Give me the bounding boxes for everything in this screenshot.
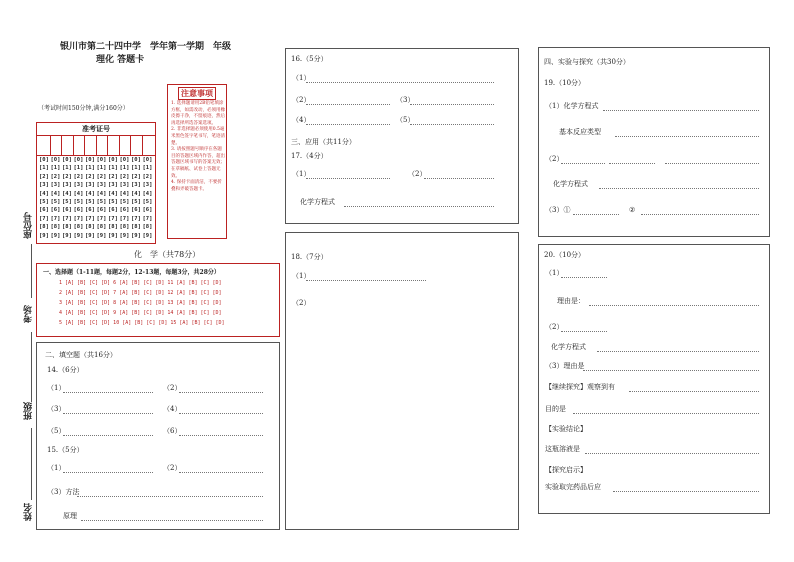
answer-line[interactable] — [424, 178, 494, 179]
q18-item-label: （1） — [292, 272, 311, 280]
admission-digit-bubble[interactable]: [6] — [131, 207, 141, 214]
admission-digit-bubble[interactable]: [5] — [50, 199, 61, 205]
name-label: 姓名 — [24, 503, 34, 521]
admission-digit-bubble[interactable]: [2] — [39, 173, 49, 180]
admission-digit-bubble[interactable]: [2] — [62, 173, 72, 180]
admission-digit-bubble[interactable]: [6] — [119, 207, 130, 214]
admission-digit-bubble[interactable]: [9] — [96, 232, 107, 239]
answer-line[interactable] — [589, 305, 759, 306]
notice-item: 3. 请按照题号顺序在各题目的答题区域内作答，超出答题区域书写的答案无效；在草稿纸、试卷上答题无效。 — [171, 147, 225, 179]
admission-digit-bubble[interactable]: [4] — [142, 190, 153, 197]
answer-line[interactable] — [597, 351, 759, 352]
answer-line[interactable] — [306, 104, 390, 105]
admission-column-divider — [73, 135, 74, 155]
admission-digit-bubble[interactable]: [8] — [131, 224, 141, 231]
q16-item-label: （5） — [396, 116, 415, 124]
admission-digit-bubble[interactable]: [2] — [50, 173, 61, 180]
admission-digit-bubble[interactable]: [0] — [39, 157, 49, 163]
admission-digit-bubble[interactable]: [7] — [50, 215, 61, 222]
admission-digit-bubble[interactable]: [9] — [39, 232, 49, 239]
answer-line[interactable] — [306, 280, 426, 281]
q15-title: 15.（5分） — [47, 446, 84, 454]
answer-line[interactable] — [77, 496, 263, 497]
mc-row[interactable]: 1 [A] [B] [C] [D] 6 [A] [B] [C] [D] 11 [A] [B] [C] [D] — [59, 280, 222, 286]
admission-digit-bubble[interactable]: [8] — [108, 224, 118, 231]
q16-item-label: （1） — [292, 74, 311, 82]
answer-line[interactable] — [306, 82, 494, 83]
mc-row[interactable]: 3 [A] [B] [C] [D] 8 [A] [B] [C] [D] 13 [A] [B] [C] [D] — [59, 300, 222, 306]
admission-digit-bubble[interactable]: [7] — [142, 215, 153, 222]
admission-digit-bubble[interactable]: [7] — [73, 215, 84, 222]
answer-line[interactable] — [583, 370, 759, 371]
q14-item-label: （2） — [163, 384, 182, 392]
admission-digit-bubble[interactable]: [1] — [142, 165, 153, 172]
admission-digit-bubble[interactable]: [1] — [108, 165, 118, 172]
admission-digit-bubble[interactable]: [3] — [131, 182, 141, 189]
admission-digit-bubble[interactable]: [6] — [142, 207, 153, 214]
q20-title: 20.（10分） — [544, 251, 586, 259]
answer-line[interactable] — [410, 104, 494, 105]
mc-row[interactable]: 5 [A] [B] [C] [D] 10 [A] [B] [C] [D] 15 [A] [B] [C] [D] — [59, 320, 225, 326]
q19-item-label: （2） — [545, 155, 564, 163]
admission-digit-bubble[interactable]: [6] — [39, 207, 49, 214]
admission-digit-bubble[interactable]: [0] — [85, 157, 95, 163]
admission-digit-bubble[interactable]: [5] — [142, 199, 153, 205]
answer-line[interactable] — [179, 392, 263, 393]
q20-item-label: 化学方程式 — [551, 343, 586, 351]
admission-digit-bubble[interactable]: [1] — [96, 165, 107, 172]
answer-line[interactable] — [641, 214, 759, 215]
admission-digit-bubble[interactable]: [3] — [96, 182, 107, 189]
class-label: 班级 — [24, 402, 34, 420]
admission-column-divider — [50, 135, 51, 155]
admission-label: 准考证号 — [37, 123, 155, 136]
admission-number-box — [36, 122, 156, 244]
answer-line[interactable] — [599, 188, 759, 189]
admission-digit-bubble[interactable]: [9] — [108, 232, 118, 239]
admission-digit-bubble[interactable]: [9] — [85, 232, 95, 239]
admission-digit-bubble[interactable]: [7] — [119, 215, 130, 222]
class-line — [31, 428, 32, 500]
admission-digit-bubble[interactable]: [5] — [131, 199, 141, 205]
admission-digit-bubble[interactable]: [9] — [62, 232, 72, 239]
mc-rows — [59, 280, 225, 326]
admission-digit-bubble[interactable]: [5] — [85, 199, 95, 205]
q15-item-label: （1） — [47, 464, 66, 472]
mc-row[interactable]: 4 [A] [B] [C] [D] 9 [A] [B] [C] [D] 14 [A] [B] [C] [D] — [59, 310, 222, 316]
answer-line[interactable] — [63, 413, 153, 414]
q17-title: 17.（4分） — [291, 152, 328, 160]
seat-line — [31, 244, 32, 298]
q20-item-label: 这瓶溶液是 — [545, 445, 580, 453]
answer-line[interactable] — [561, 331, 607, 332]
admission-column-divider — [119, 135, 120, 155]
admission-digit-bubble[interactable]: [3] — [50, 182, 61, 189]
admission-digit-bubble[interactable]: [3] — [73, 182, 84, 189]
admission-digit-bubble[interactable]: [2] — [108, 173, 118, 180]
admission-digit-bubble[interactable]: [3] — [108, 182, 118, 189]
notice-item: 1. 选择题请用2B铅笔填涂方框，如需改动，必须用橡皮擦干净，不留痕迹，然后再选择所选答案选项。 — [171, 101, 225, 126]
admission-digit-bubble[interactable]: [1] — [62, 165, 72, 172]
admission-digit-bubble[interactable]: [9] — [73, 232, 84, 239]
admission-digit-bubble[interactable]: [6] — [50, 207, 61, 214]
q14-item-label: （6） — [163, 427, 182, 435]
admission-digit-bubble[interactable]: [3] — [39, 182, 49, 189]
admission-digit-bubble[interactable]: [0] — [73, 157, 84, 163]
q16-title: 16.（5分） — [291, 55, 328, 63]
admission-digit-bubble[interactable]: [9] — [50, 232, 61, 239]
answer-line[interactable] — [665, 163, 759, 164]
q16-item-label: （4） — [292, 116, 311, 124]
admission-digit-bubble[interactable]: [6] — [85, 207, 95, 214]
mc-row[interactable]: 2 [A] [B] [C] [D] 7 [A] [B] [C] [D] 12 [A] [B] [C] [D] — [59, 290, 222, 296]
admission-digit-bubble[interactable]: [5] — [62, 199, 72, 205]
q18-box — [285, 232, 519, 530]
admission-digit-bubble[interactable]: [0] — [62, 157, 72, 163]
admission-digit-bubble[interactable]: [7] — [62, 215, 72, 222]
answer-line[interactable] — [609, 163, 655, 164]
answer-line[interactable] — [306, 124, 390, 125]
admission-digit-bubble[interactable]: [2] — [85, 173, 95, 180]
q19-item-label: 化学方程式 — [553, 180, 588, 188]
answer-line[interactable] — [573, 214, 619, 215]
mc-title: 一、选择题（1-11题，每题2分，12-13题，每题3分，共28分） — [43, 269, 220, 276]
q15-item-label: （2） — [163, 464, 182, 472]
q15-item-label: （3）方法 — [47, 488, 80, 496]
admission-column-divider — [107, 135, 108, 155]
multiple-choice-box — [36, 263, 280, 337]
admission-digit-bubble[interactable]: [2] — [73, 173, 84, 180]
admission-digit-bubble[interactable]: [3] — [119, 182, 130, 189]
admission-digit-bubble[interactable]: [8] — [62, 224, 72, 231]
q14-item-label: （5） — [47, 427, 66, 435]
admission-digit-bubble[interactable]: [4] — [119, 190, 130, 197]
page-title: 银川市第二十四中学 学年第一学期 年级 — [60, 42, 232, 52]
admission-digit-bubble[interactable]: [5] — [108, 199, 118, 205]
answer-line[interactable] — [63, 435, 153, 436]
admission-digit-bubble[interactable]: [8] — [73, 224, 84, 231]
answer-line[interactable] — [63, 472, 153, 473]
admission-digit-bubble[interactable]: [8] — [142, 224, 153, 231]
q17-item-label: （1） — [292, 170, 311, 178]
admission-digit-bubble[interactable]: [3] — [85, 182, 95, 189]
q19-item-label: （1）化学方程式 — [545, 102, 599, 110]
admission-digit-bubble[interactable]: [6] — [73, 207, 84, 214]
q20-item-label: 【探究启示】 — [545, 466, 587, 474]
admission-digit-bubble[interactable]: [0] — [119, 157, 130, 163]
q17-item-label: 化学方程式 — [300, 198, 335, 206]
notice-box — [167, 84, 227, 239]
admission-digit-bubble[interactable]: [5] — [119, 199, 130, 205]
answer-line[interactable] — [63, 392, 153, 393]
admission-digit-bubble[interactable]: [7] — [85, 215, 95, 222]
admission-digit-bubble[interactable]: [0] — [96, 157, 107, 163]
exam-info: （考试时间150分钟,满分160分） — [38, 105, 129, 112]
admission-digit-bubble[interactable]: [3] — [62, 182, 72, 189]
admission-digit-grid — [39, 157, 155, 243]
q20-item-label: （1） — [545, 269, 564, 277]
q19-title: 19.（10分） — [544, 79, 586, 87]
admission-digit-bubble[interactable]: [4] — [62, 190, 72, 197]
answer-line[interactable] — [613, 491, 759, 492]
answer-line[interactable] — [306, 178, 390, 179]
admission-digit-bubble[interactable]: [7] — [131, 215, 141, 222]
admission-digit-bubble[interactable]: [7] — [96, 215, 107, 222]
admission-digit-bubble[interactable]: [4] — [96, 190, 107, 197]
notice-title: 注意事项 — [178, 87, 216, 100]
admission-digit-bubble[interactable]: [6] — [62, 207, 72, 214]
answer-line[interactable] — [179, 472, 263, 473]
admission-column-divider — [96, 135, 97, 155]
admission-digit-bubble[interactable]: [7] — [108, 215, 118, 222]
answer-line[interactable] — [561, 277, 607, 278]
q19-item-label: ② — [629, 206, 636, 214]
q18-item-label: （2） — [292, 299, 311, 307]
admission-digit-bubble[interactable]: [0] — [50, 157, 61, 163]
q17-item-label: （2） — [408, 170, 427, 178]
admission-column-divider — [61, 135, 62, 155]
q20-item-label: （3）理由是 — [545, 362, 585, 370]
admission-digit-bubble[interactable]: [8] — [39, 224, 49, 231]
admission-digit-bubble[interactable]: [0] — [131, 157, 141, 163]
q14-item-label: （3） — [47, 405, 66, 413]
admission-column-divider — [84, 135, 85, 155]
q16-item-label: （2） — [292, 96, 311, 104]
q20-item-label: 【实验结论】 — [545, 425, 587, 433]
q14-item-label: （1） — [47, 384, 66, 392]
answer-line[interactable] — [561, 163, 605, 164]
admission-digit-bubble[interactable]: [9] — [142, 232, 153, 239]
room-line — [31, 332, 32, 402]
admission-digit-bubble[interactable]: [2] — [131, 173, 141, 180]
q20-box — [538, 244, 770, 514]
admission-digit-bubble[interactable]: [4] — [39, 190, 49, 197]
admission-digit-bubble[interactable]: [4] — [85, 190, 95, 197]
admission-digit-bubble[interactable]: [3] — [142, 182, 153, 189]
chemistry-title: 化 学（共78分） — [134, 250, 201, 259]
q20-item-label: 理由是： — [557, 297, 585, 305]
admission-digit-bubble[interactable]: [9] — [119, 232, 130, 239]
answer-line[interactable] — [629, 391, 759, 392]
admission-digit-bubble[interactable]: [2] — [96, 173, 107, 180]
q19-item-label: （3）① — [545, 206, 571, 214]
admission-column-divider — [142, 135, 143, 155]
q19-box — [538, 47, 770, 237]
answer-line[interactable] — [573, 413, 759, 414]
admission-digit-bubble[interactable]: [8] — [50, 224, 61, 231]
q20-item-label: （2） — [545, 323, 564, 331]
answer-line[interactable] — [410, 124, 494, 125]
answer-line[interactable] — [179, 413, 263, 414]
admission-digit-bubble[interactable]: [4] — [73, 190, 84, 197]
admission-digit-bubble[interactable]: [4] — [50, 190, 61, 197]
q14-item-label: （4） — [163, 405, 182, 413]
admission-digit-bubble[interactable]: [0] — [142, 157, 153, 163]
q18-title: 18.（7分） — [291, 253, 328, 261]
admission-digit-bubble[interactable]: [2] — [142, 173, 153, 180]
answer-line[interactable] — [603, 110, 759, 111]
admission-digit-bubble[interactable]: [4] — [131, 190, 141, 197]
answer-line[interactable] — [344, 206, 494, 207]
admission-digit-bubble[interactable]: [1] — [85, 165, 95, 172]
q20-item-label: 目的是 — [545, 405, 566, 413]
exp-title: 四、实验与探究（共30分） — [544, 58, 630, 66]
admission-digit-bubble[interactable]: [6] — [108, 207, 118, 214]
admission-column-divider — [130, 135, 131, 155]
answer-line[interactable] — [585, 453, 759, 454]
fill-in-box — [36, 342, 280, 530]
q19-item-label: 基本反应类型 — [559, 128, 601, 136]
admission-digit-bubble[interactable]: [5] — [39, 199, 49, 205]
admission-digit-bubble[interactable]: [1] — [73, 165, 84, 172]
answer-line[interactable] — [615, 136, 759, 137]
app-title: 三、应用（共11分） — [291, 138, 356, 146]
admission-digit-bubble[interactable]: [1] — [50, 165, 61, 172]
notice-list — [171, 101, 225, 193]
admission-digit-bubble[interactable]: [9] — [131, 232, 141, 239]
fill-title: 二、填空题（共16分） — [45, 351, 117, 359]
answer-line[interactable] — [81, 520, 263, 521]
admission-digit-bubble[interactable]: [2] — [119, 173, 130, 180]
admission-digit-bubble[interactable]: [5] — [73, 199, 84, 205]
page-subtitle: 理化 答题卡 — [96, 55, 145, 65]
answer-line[interactable] — [179, 435, 263, 436]
q20-item-label: 【继续探究】观察到有 — [545, 383, 615, 391]
seat-label: 座位号 — [24, 212, 34, 239]
admission-digit-bubble[interactable]: [6] — [96, 207, 107, 214]
admission-digit-bubble[interactable]: [8] — [119, 224, 130, 231]
q16-item-label: （3） — [396, 96, 415, 104]
q16-q17-box — [285, 48, 519, 224]
admission-digit-bubble[interactable]: [4] — [108, 190, 118, 197]
admission-digit-bubble[interactable]: [0] — [108, 157, 118, 163]
admission-digit-bubble[interactable]: [7] — [39, 215, 49, 222]
admission-digit-bubble[interactable]: [8] — [85, 224, 95, 231]
q14-title: 14.（6分） — [47, 366, 84, 374]
admission-digit-bubble[interactable]: [8] — [96, 224, 107, 231]
notice-item: 2. 非选择题必须使用0.5毫米黑色签字笔书写，笔迹清楚。 — [171, 127, 225, 146]
admission-digit-bubble[interactable]: [1] — [119, 165, 130, 172]
admission-digit-bubble[interactable]: [5] — [96, 199, 107, 205]
room-label: 考场 — [24, 305, 34, 323]
q15-item-label: 原理 — [63, 512, 77, 520]
notice-item: 4. 保持卡面清洁，不要折叠和弄破答题卡。 — [171, 180, 222, 192]
q20-item-label: 实验取完药品后应 — [545, 483, 601, 491]
admission-digit-bubble[interactable]: [1] — [39, 165, 49, 172]
admission-digit-bubble[interactable]: [1] — [131, 165, 141, 172]
